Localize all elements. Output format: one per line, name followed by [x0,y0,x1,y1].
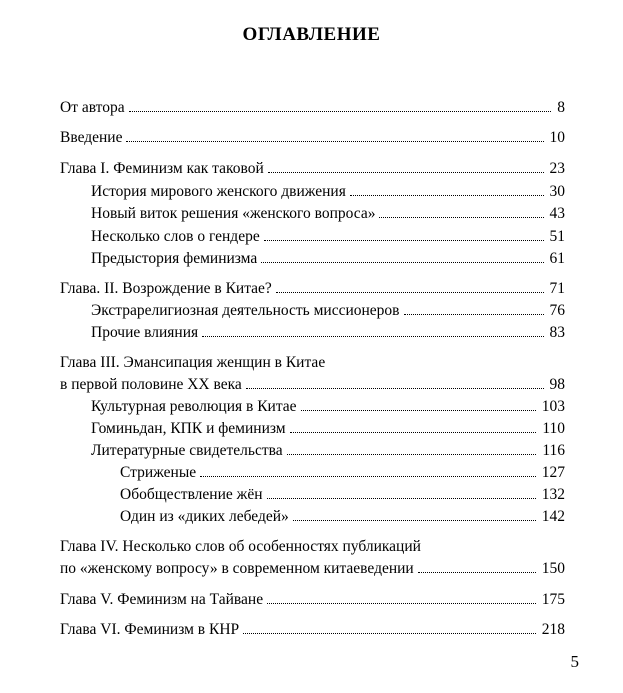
toc-entry-label: Предыстория феминизма [91,250,258,267]
toc-entry-label: От автора [60,99,125,116]
dot-leader [293,520,536,521]
dot-leader [267,603,536,604]
toc-entry-section-1-2[interactable] [91,203,565,225]
dot-leader [243,633,536,634]
toc-entry-chapter-4[interactable] [60,558,565,580]
toc-entry-subsection-3-3-3[interactable] [120,506,565,528]
dot-leader [264,240,544,241]
toc-entry-page: 218 [541,621,565,638]
toc-entry-page: 10 [549,129,565,146]
toc-entry-page: 142 [541,508,565,525]
dot-leader [418,572,536,573]
toc-entry-section-3-1[interactable] [91,396,565,418]
dot-leader [379,217,543,218]
toc-entry-label: Введение [60,129,123,146]
toc-entry-label: Экстрарелигиозная деятельность миссионеров [91,302,400,319]
toc-entry-label: Гоминьдан, КПК и феминизм [91,420,286,437]
toc-entry-page: 8 [557,99,565,116]
toc-entry-page: 150 [541,560,565,577]
toc-entry-chapter-3-line1[interactable]: Глава III. Эмансипация женщин в Китае [60,354,326,371]
dot-leader [126,141,543,142]
dot-leader [267,498,536,499]
dot-leader [301,410,536,411]
toc-entry-section-2-2[interactable] [91,322,565,344]
toc-entry-page: 51 [549,228,565,245]
toc-entry-label: Стриженые [120,464,197,481]
dot-leader [129,111,552,112]
toc-entry-label: в первой половине XX века [60,376,242,393]
toc-entry-section-3-3[interactable] [91,440,565,462]
toc-entry-page: 98 [549,376,565,393]
toc-entry-chapter-3[interactable] [60,374,565,396]
page-number: 5 [570,652,579,671]
toc-entry-introduction[interactable] [60,127,565,149]
toc-entry-section-1-3[interactable] [91,226,565,248]
page-title: ОГЛАВЛЕНИЕ [242,24,381,45]
toc-entry-label: Литературные свидетельства [91,442,283,459]
toc-entry-label: Глава V. Феминизм на Тайване [60,591,264,608]
dot-leader [404,314,544,315]
toc-entry-label: Глава I. Феминизм как таковой [60,160,264,177]
toc-entry-page: 61 [549,250,565,267]
toc-entry-page: 76 [549,302,565,319]
toc-entry-label: Несколько слов о гендере [91,228,260,245]
dot-leader [202,336,543,337]
toc-entry-label: Новый виток решения «женского вопроса» [91,205,376,222]
dot-leader [276,292,544,293]
toc-entry-page: 132 [541,486,565,503]
toc-entry-page: 83 [549,324,565,341]
toc-entry-label: Прочие влияния [91,324,199,341]
toc-entry-chapter-6[interactable] [60,619,565,641]
toc-entry-page: 23 [549,160,565,177]
toc-entry-chapter-1[interactable] [60,158,565,180]
toc-entry-page: 43 [549,205,565,222]
toc-entry-chapter-5[interactable] [60,589,565,611]
toc-entry-subsection-3-3-2[interactable] [120,484,565,506]
dot-leader [246,388,544,389]
toc-entry-label: История мирового женского движения [91,183,346,200]
toc-entry-label: Культурная революция в Китае [91,398,297,415]
toc-entry-page: 30 [549,183,565,200]
toc-entry-section-3-2[interactable] [91,418,565,440]
dot-leader [350,195,544,196]
toc-entry-label: Обобществление жён [120,486,263,503]
toc-entry-subsection-3-3-1[interactable] [120,462,565,484]
toc-entry-page: 110 [542,420,565,437]
toc-entry-section-1-1[interactable] [91,181,565,203]
toc-entry-page: 103 [541,398,565,415]
dot-leader [261,262,543,263]
toc-entry-page: 175 [541,591,565,608]
toc-entry-page: 71 [549,280,565,297]
toc-entry-label: Один из «диких лебедей» [120,508,289,525]
toc-entry-label: Глава. II. Возрождение в Китае? [60,280,272,297]
dot-leader [200,476,536,477]
toc-entry-from-author[interactable] [60,97,565,119]
toc-entry-label: Глава VI. Феминизм в КНР [60,621,240,638]
toc-entry-page: 127 [541,464,565,481]
dot-leader [287,454,537,455]
toc-entry-chapter-4-line1[interactable]: Глава IV. Несколько слов об особенностях публикаций [60,538,421,555]
toc-entry-page: 116 [542,442,565,459]
toc-entry-section-2-1[interactable] [91,300,565,322]
toc-entry-chapter-2[interactable] [60,278,565,300]
dot-leader [290,432,537,433]
toc-entry-label: по «женскому вопросу» в современном китаеведении [60,560,414,577]
dot-leader [268,172,544,173]
toc-entry-section-1-4[interactable] [91,248,565,270]
